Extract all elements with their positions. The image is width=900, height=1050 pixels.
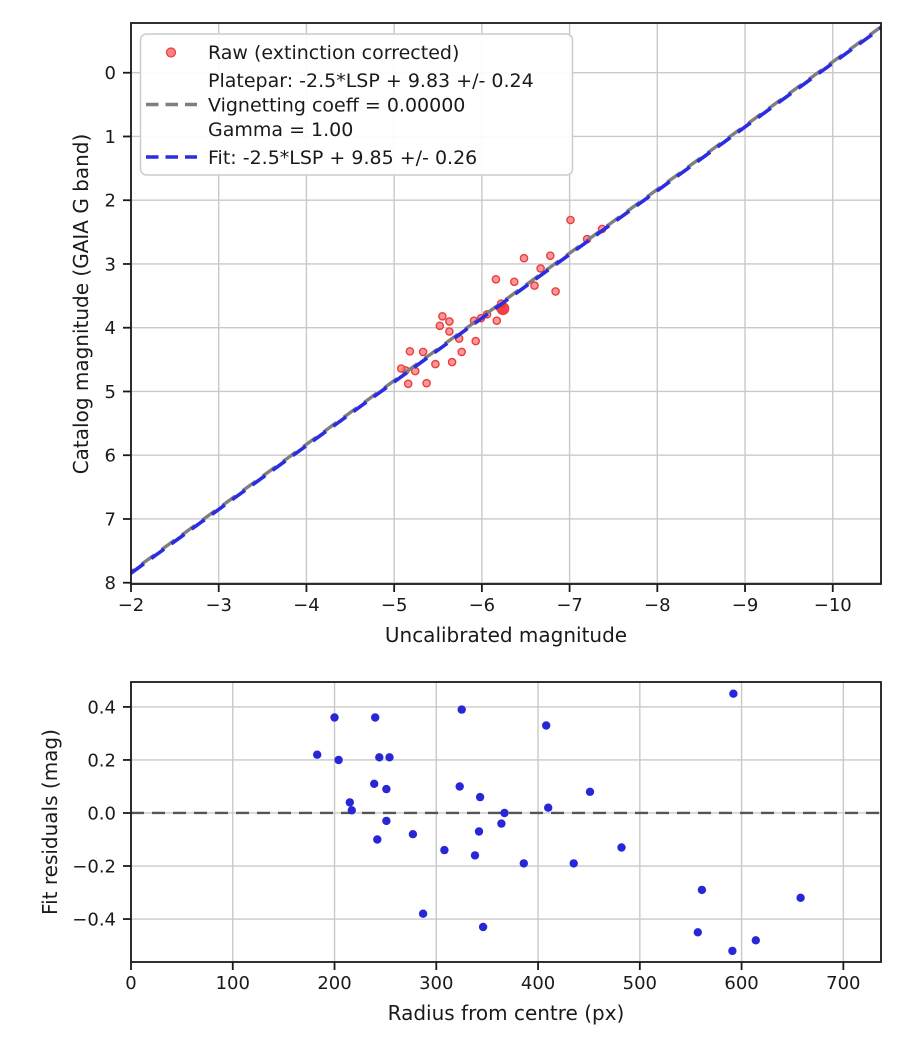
bottom-xaxis-label: Radius from centre (px) xyxy=(387,1001,625,1025)
raw-point xyxy=(423,380,430,387)
bottom-yaxis-label: Fit residuals (mag) xyxy=(38,729,62,915)
x-tick-label: −10 xyxy=(813,595,852,616)
legend xyxy=(141,34,573,175)
raw-point xyxy=(446,318,453,325)
x-tick-label: 500 xyxy=(622,973,657,994)
y-tick-label: 0 xyxy=(104,63,116,85)
top-yaxis-label: Catalog magnitude (GAIA G band) xyxy=(69,133,93,475)
residual-point xyxy=(456,782,464,790)
x-tick-label: −5 xyxy=(380,595,408,616)
top-plot xyxy=(105,23,881,616)
y-tick-label: −0.4 xyxy=(72,909,116,931)
residual-point xyxy=(475,827,483,835)
residual-point xyxy=(729,690,737,698)
legend-label-line: Raw (extinction corrected) xyxy=(208,42,460,64)
residual-point xyxy=(385,753,393,761)
residual-point xyxy=(471,851,479,859)
x-tick-label: −7 xyxy=(556,595,583,616)
raw-point xyxy=(492,276,499,283)
x-tick-label: 600 xyxy=(724,973,759,994)
residual-point xyxy=(586,788,594,796)
raw-point xyxy=(406,348,413,355)
residual-point xyxy=(570,859,578,867)
y-tick-label: 3 xyxy=(104,254,116,276)
residual-point xyxy=(476,793,484,801)
residual-point xyxy=(500,809,508,817)
x-tick-label: −4 xyxy=(293,595,320,616)
residual-point xyxy=(370,780,378,788)
residual-point xyxy=(346,798,354,806)
legend-label-line: Platepar: -2.5*LSP + 9.83 +/- 0.24 xyxy=(208,70,534,92)
residual-point xyxy=(409,830,417,838)
raw-point xyxy=(436,322,443,329)
x-tick-label: −9 xyxy=(731,595,759,616)
residual-point xyxy=(796,894,804,902)
residual-point xyxy=(348,806,356,814)
x-tick-label: 300 xyxy=(419,973,454,994)
x-tick-label: −8 xyxy=(644,595,671,616)
residual-point xyxy=(373,835,381,843)
residual-point xyxy=(440,846,448,854)
raw-point xyxy=(458,348,465,355)
x-tick-label: −3 xyxy=(205,595,232,616)
y-tick-label: 7 xyxy=(104,509,116,531)
residual-point xyxy=(542,721,550,729)
x-tick-label: 0 xyxy=(125,973,137,994)
legend-marker-dot xyxy=(167,48,176,57)
raw-point xyxy=(493,317,500,324)
raw-point xyxy=(552,288,559,295)
y-tick-label: −0.2 xyxy=(72,856,116,878)
residual-point xyxy=(382,817,390,825)
residual-point xyxy=(694,928,702,936)
residual-point xyxy=(544,804,552,812)
x-tick-label: −6 xyxy=(468,595,496,616)
axes-frame xyxy=(131,682,881,962)
x-tick-label: 100 xyxy=(215,973,250,994)
residual-point xyxy=(497,819,505,827)
raw-point xyxy=(449,359,456,366)
y-tick-label: 6 xyxy=(104,445,116,467)
y-tick-label: 0.2 xyxy=(87,750,116,772)
residual-point xyxy=(375,753,383,761)
residual-point xyxy=(419,910,427,918)
raw-point xyxy=(472,338,479,345)
residual-point xyxy=(479,923,487,931)
residual-point xyxy=(752,936,760,944)
bottom-plot xyxy=(72,682,881,994)
residual-point xyxy=(458,705,466,713)
residual-point xyxy=(698,886,706,894)
raw-point xyxy=(537,265,544,272)
raw-point xyxy=(520,255,527,262)
x-tick-label: 400 xyxy=(520,973,556,994)
raw-point xyxy=(531,282,538,289)
x-tick-label: −2 xyxy=(117,595,145,616)
raw-point xyxy=(405,380,412,387)
legend-label-line: Fit: -2.5*LSP + 9.85 +/- 0.26 xyxy=(208,147,478,169)
y-tick-label: 0.4 xyxy=(87,697,116,719)
raw-point xyxy=(547,252,554,259)
raw-point xyxy=(446,328,453,335)
residual-point xyxy=(334,756,342,764)
legend-label-line: Gamma = 1.00 xyxy=(208,119,354,141)
raw-point xyxy=(439,313,446,320)
raw-point xyxy=(511,278,518,285)
raw-point xyxy=(398,365,405,372)
y-tick-label: 1 xyxy=(104,126,116,148)
legend-label-line: Vignetting coeff = 0.00000 xyxy=(208,94,466,117)
y-tick-label: 8 xyxy=(104,573,116,595)
top-xaxis-label: Uncalibrated magnitude xyxy=(384,623,628,647)
raw-point xyxy=(432,361,439,368)
residual-point xyxy=(313,751,321,759)
y-tick-label: 5 xyxy=(104,381,116,403)
residual-point xyxy=(330,713,338,721)
y-tick-label: 4 xyxy=(104,318,116,340)
y-tick-label: 2 xyxy=(104,190,116,212)
x-tick-label: 700 xyxy=(826,973,861,994)
x-tick-label: 200 xyxy=(317,973,352,994)
raw-point xyxy=(567,216,574,223)
raw-point xyxy=(420,348,427,355)
residual-point xyxy=(520,859,528,867)
residual-point xyxy=(371,713,379,721)
residual-point xyxy=(728,947,736,955)
y-tick-label: 0.0 xyxy=(87,803,116,825)
residual-point xyxy=(382,785,390,793)
residual-point xyxy=(617,843,625,851)
